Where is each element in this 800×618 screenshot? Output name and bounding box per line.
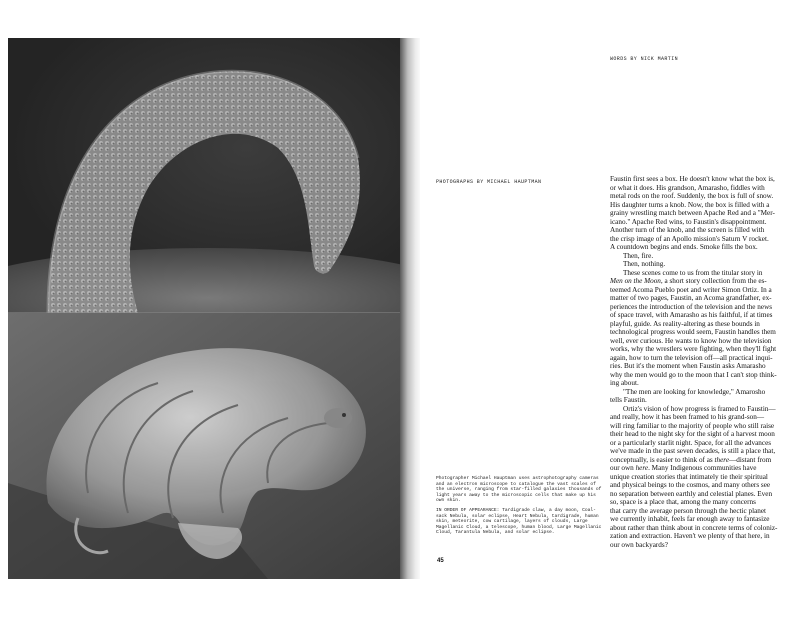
- text-line: [610, 456, 780, 465]
- text-line: His daughter turns a knob. Now, the box is filled with a: [610, 200, 770, 209]
- text-line: well, ever curious. He wants to know how the television: [610, 336, 772, 345]
- text-segment: . Many Indigenous communities have: [648, 464, 757, 472]
- text-line: no separation between earthly and celestial planes. Even: [610, 489, 773, 498]
- text-line: why the men would go to the moon that I can't stop think-: [610, 370, 777, 379]
- caption-order-list: IN ORDER OF APPEARANCE: Tardigrade claw, a day moon, Coal-sack Nebula, solar eclipse, Heart Nebula, tardigrade, human skin, meteorite, cow cartilage, layers of clouds, Large Magellanic Cloud, a telescope, human blood, Large Magellanic Cloud, Tarantula Nebula, and solar eclipse.: [436, 507, 602, 536]
- text-line: zation and extraction. Haven't we plenty of that here, in: [610, 532, 770, 540]
- text-line: Another turn of the knob, and the screen is filled with: [610, 226, 765, 234]
- tardigrade-photo: [8, 313, 405, 579]
- paragraph-6: [610, 405, 780, 550]
- photo-page: [8, 38, 405, 579]
- text-line: so, space is a place that, among the many concerns: [610, 498, 756, 506]
- text-line: playful, guide. As reality-altering as these bounds in: [610, 319, 760, 328]
- text-line: These scenes come to us from the titular story in: [623, 268, 763, 277]
- text-line: ing about.: [610, 379, 639, 387]
- text-line: metal rods on the roof. Suddenly, the box is full of snow.: [610, 192, 774, 200]
- text-line: or what it does. His grandson, Amarasho, fiddles with: [610, 183, 765, 192]
- text-line: icano." Apache Red wins, to Faustin's disappointment.: [610, 217, 767, 226]
- text-line: ries. But it's the moment when Faustin asks Amarasho: [610, 362, 766, 370]
- byline: WORDS BY NICK MARTIN: [610, 56, 679, 62]
- paragraph-3: Then, nothing.: [623, 260, 666, 268]
- paragraph-5: [610, 388, 780, 405]
- text-segment: —distant from: [729, 455, 772, 464]
- text-line: tells Faustin.: [610, 396, 647, 404]
- text-line: that carry the average person through the hectic planet: [610, 506, 767, 515]
- article-body: [610, 175, 780, 549]
- photo-caption: [436, 476, 602, 540]
- emphasis-here: here: [635, 464, 649, 472]
- text-line: again, how to turn the television off—all practical inqui-: [610, 353, 773, 362]
- book-title: Men on the Moon: [610, 277, 661, 285]
- emphasis-there: there: [714, 455, 730, 464]
- text-line: technological progress would seem, Faustin handles them: [610, 328, 776, 336]
- claw-illustration: [8, 38, 405, 313]
- tardigrade-illustration: [8, 313, 405, 579]
- text-segment: our own: [610, 464, 636, 472]
- text-line: and physical beings to the cosmos, and many others see: [610, 481, 771, 489]
- photo-credit: PHOTOGRAPHS BY MICHAEL HAUPTMAN: [436, 179, 542, 185]
- text-line: our own backyards?: [610, 540, 668, 549]
- text-line: periences the introduction of the television and the news: [610, 302, 773, 311]
- text-line: Ortiz's vision of how progress is framed to Faustin—: [623, 404, 776, 413]
- caption-description: Photographer Michael Hauptman uses astrophotography cameras and an electron microscope to catalogue the vast scales of the universe, ranging from star-filled galaxies thousands of light years away to the microscopic cells that make up his own skin.: [436, 476, 602, 504]
- text-line: will ring familiar to the majority of people who still raise: [610, 421, 775, 430]
- tardigrade-claw-photo: [8, 38, 405, 313]
- text-line: their head to the night sky for the sight of a harvest moon: [610, 430, 775, 438]
- text-line: [610, 464, 780, 473]
- text-line: "The men are looking for knowledge," Amarosho: [623, 387, 766, 396]
- text-segment: conceptually, is easier to think of as: [610, 455, 715, 464]
- text-line: of space travel, with Amarasho as his faithful, if at times: [610, 311, 773, 319]
- page-number: 45: [437, 558, 444, 564]
- text-line: A countdown begins and ends. Smoke fills the box.: [610, 243, 758, 251]
- text-segment: , a short story collection from the es-: [660, 277, 767, 285]
- text-line: matter of two pages, Faustin, an Acoma grandfather, ex-: [610, 294, 772, 302]
- text-line: the crisp image of an Apollo mission's Saturn V rocket.: [610, 234, 769, 243]
- paragraph-1: [610, 175, 780, 252]
- text-line: we've made in the past seven decades, is still a place that,: [610, 447, 776, 455]
- paragraph-4: [610, 269, 780, 388]
- text-line: works, why the wrestlers were fighting, when they'll fight: [610, 345, 777, 353]
- text-line: [610, 277, 780, 286]
- text-line: about rather than think about in concrete terms of coloniz-: [610, 523, 778, 532]
- text-line: Faustin first sees a box. He doesn't know what the box is,: [610, 175, 775, 183]
- page-gutter: [400, 38, 422, 579]
- text-line: and really, how it has been framed to his grand-son—: [610, 413, 765, 421]
- text-line: teemed Acoma Pueblo poet and writer Simon Ortiz. In a: [610, 285, 772, 294]
- paragraph-2: Then, fire.: [623, 251, 654, 260]
- text-line: or a particularly starlit night. Space, for all the advances: [610, 438, 772, 447]
- text-line: grainy wrestling match between Apache Red and a "Mer-: [610, 209, 775, 217]
- text-line: we currently inhabit, feels far enough away to fantasize: [610, 515, 770, 523]
- text-line: unique creation stories that intimately tie their spiritual: [610, 472, 768, 481]
